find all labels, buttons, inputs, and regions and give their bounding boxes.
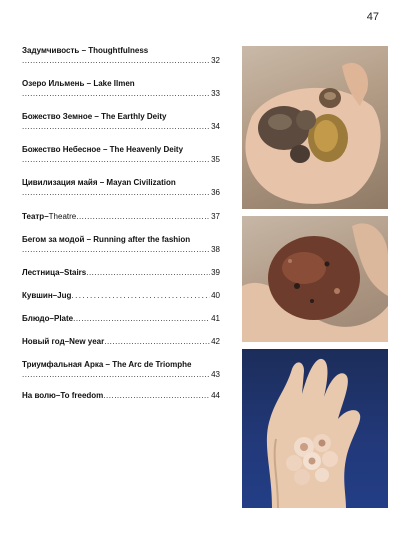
toc-page: 37	[211, 212, 220, 221]
toc-title-en: Thoughtfulness	[88, 46, 149, 55]
toc-page: 35	[211, 155, 220, 164]
toc-entry-stairs[interactable]: Лестница – Stairs ..... 39	[22, 268, 220, 278]
toc-page: 33	[211, 89, 220, 98]
toc-page: 34	[211, 122, 220, 131]
toc-title-ru: Триумфальная Арка	[22, 360, 104, 369]
toc-title-ru: Новый год	[22, 337, 65, 346]
photo-granite-stone	[242, 216, 388, 342]
leader-dots	[22, 370, 210, 380]
toc-title-ru: Кувшин	[22, 291, 53, 300]
toc-title-en: Mayan Civilization	[106, 178, 176, 187]
leader-dots	[22, 188, 210, 198]
stones-illustration	[242, 46, 388, 209]
toc-page: 36	[211, 188, 220, 197]
shells-illustration	[242, 349, 388, 508]
toc-title-en: Lake Ilmen	[93, 79, 135, 88]
leader-dots	[22, 122, 210, 132]
photo-shells-in-hand	[242, 349, 388, 508]
toc-title-en: Plate	[53, 314, 74, 323]
toc-entry-earthly-deity[interactable]: Божество Земное – The Earthly Deity ..... 34	[22, 112, 220, 132]
leader-dots	[22, 56, 210, 66]
toc-title-ru: Озеро Ильмень	[22, 79, 85, 88]
leader-dots	[22, 155, 210, 165]
toc-title-en: New year	[69, 337, 105, 346]
toc-title-ru: Божество Небесное	[22, 145, 101, 154]
leader-dots	[104, 337, 210, 347]
toc-title-ru: Задумчивость	[22, 46, 80, 55]
leader-dots	[76, 212, 210, 222]
toc-page: 43	[211, 370, 220, 379]
toc-title-ru: Театр	[22, 212, 45, 221]
toc-entry-to-freedom[interactable]: На волю – To freedom ..... 44	[22, 391, 220, 401]
leader-dots	[103, 391, 210, 401]
toc-page: 44	[211, 391, 220, 400]
toc-entry-running-fashion[interactable]: Бегом за модой – Running after the fashion ..... 38	[22, 235, 220, 255]
toc-entry-theatre[interactable]: Театр – Theatre ..... 37	[22, 212, 220, 222]
toc-page: 40	[211, 291, 220, 300]
toc-title-en: Running after the fashion	[93, 235, 191, 244]
toc-page: 42	[211, 337, 220, 346]
toc-page: 41	[211, 314, 220, 323]
toc-entry-new-year[interactable]: Новый год – New year ..... 42	[22, 337, 220, 347]
toc-title-en: Stairs	[64, 268, 87, 277]
toc-title-en: Theatre	[48, 212, 77, 221]
leader-dots	[22, 89, 210, 99]
toc-entry-lake-ilmen[interactable]: Озеро Ильмень – Lake Ilmen ..... 33	[22, 79, 220, 99]
leader-dots	[73, 314, 210, 324]
toc-entry-jug[interactable]: Кувшин – Jug ..... 40	[22, 291, 220, 301]
toc-title-ru: Бегом за модой	[22, 235, 85, 244]
toc-title-ru: Блюдо	[22, 314, 50, 323]
toc-title-en: To freedom	[60, 391, 104, 400]
toc-title-ru: На волю	[22, 391, 56, 400]
toc-title-ru: Цивилизация майя	[22, 178, 98, 187]
leader-dots	[86, 268, 210, 278]
toc-entry-arc-de-triomphe[interactable]: Триумфальная Арка – The Arc de Triomphe ..... 43	[22, 360, 220, 380]
toc-title-en: Jug	[57, 291, 72, 300]
photo-stones-in-hand	[242, 46, 388, 209]
toc-page: 39	[211, 268, 220, 277]
page-number: 47	[366, 11, 379, 23]
toc-title-en: The Arc de Triomphe	[112, 360, 192, 369]
toc-entry-heavenly-deity[interactable]: Божество Небесное – The Heavenly Deity ..... 35	[22, 145, 220, 165]
toc-title-ru: Божество Земное	[22, 112, 93, 121]
toc-entry-thoughtfulness[interactable]: Задумчивость – Thoughtfulness ..... 32	[22, 46, 220, 66]
toc-entry-mayan-civilization[interactable]: Цивилизация майя – Mayan Civilization ..... 36	[22, 178, 220, 198]
toc-entry-plate[interactable]: Блюдо – Plate ..... 41	[22, 314, 220, 324]
toc-title-ru: Лестница	[22, 268, 60, 277]
toc-title-en: The Heavenly Deity	[109, 145, 184, 154]
toc-page: 32	[211, 56, 220, 65]
leader-dots	[71, 291, 210, 301]
toc-title-en: The Earthly Deity	[101, 112, 167, 121]
granite-illustration	[242, 216, 388, 342]
leader-dots	[22, 245, 210, 255]
toc-page: 38	[211, 245, 220, 254]
